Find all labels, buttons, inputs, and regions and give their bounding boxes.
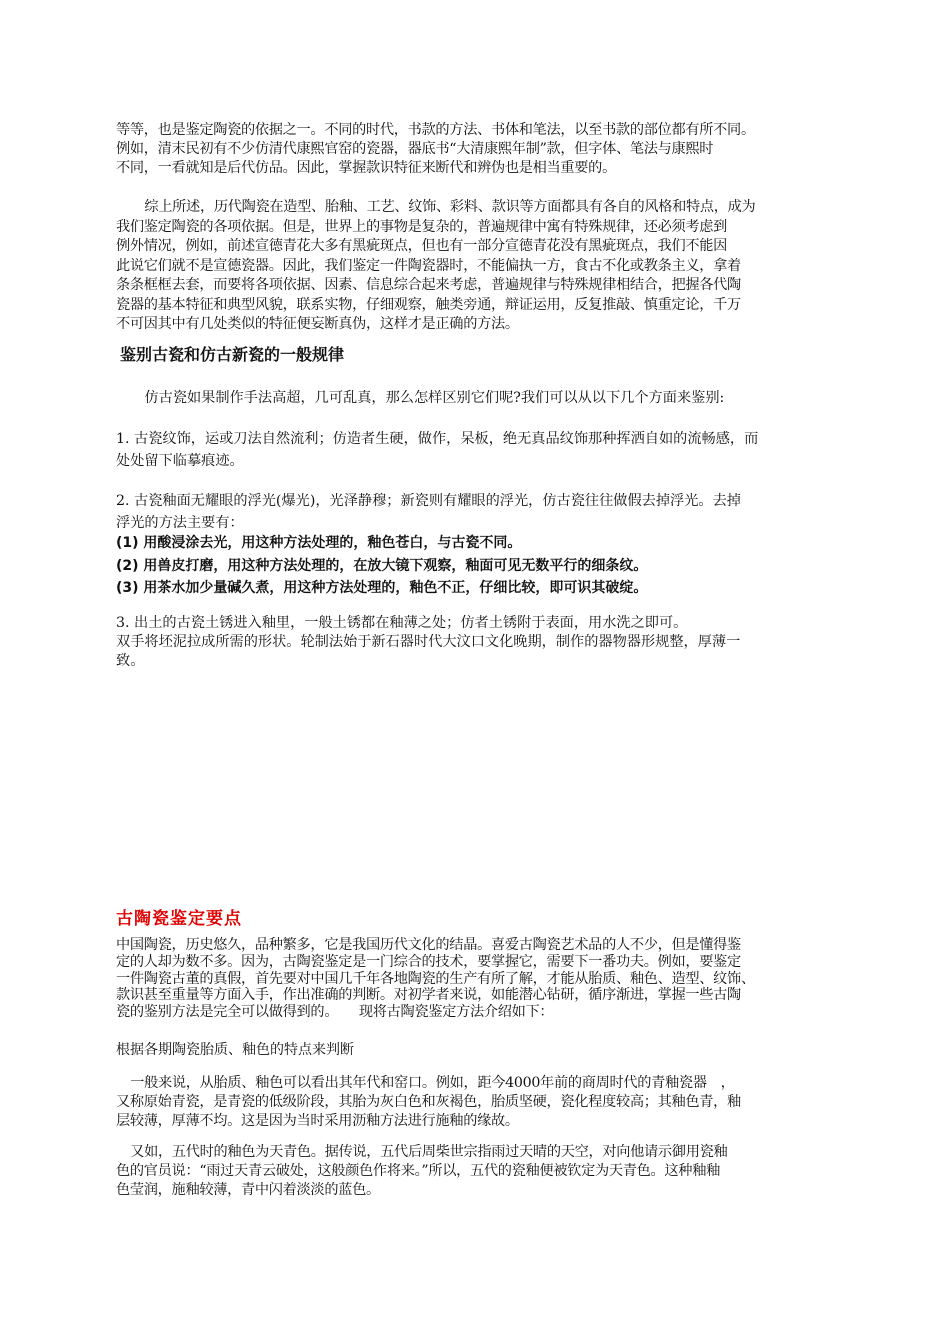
text-line: 瓷器的基本特征和典型风貌，联系实物，仔细观察，触类旁通，辩证运用，反复推敲、慎重定论，千万: [116, 296, 741, 313]
text-line: 不可因其中有几处类似的特征便妄断真伪，这样才是正确的方法。: [116, 316, 519, 332]
paragraph-rule-2: [116, 490, 836, 534]
text-line: 处处留下临摹痕迹。: [116, 453, 244, 469]
text-line: 等等，也是鉴定陶瓷的依据之一。不同的时代，书款的方法、书体和笔法，以至书款的部位都有所不同。: [116, 122, 755, 138]
text-line: 1. 古瓷纹饰，运或刀法自然流利；仿造者生硬，做作，呆板，绝无真品纹饰那种挥洒自如的流畅感，而: [116, 431, 759, 447]
text-line: 又如，五代时的釉色为天青色。据传说，五代后周柴世宗指雨过天晴的天空，对向他请示御用瓷釉: [130, 1144, 728, 1160]
text-line: 层较薄，厚薄不均。这是因为当时采用沥釉方法进行施釉的缘故。: [116, 1113, 519, 1129]
text-line: 不同，一看就知是后代仿品。因此，掌握款识特征来断代和辨伪也是相当重要的。: [116, 160, 616, 176]
text-line: 一般来说，从胎质、釉色可以看出其年代和窑口。例如，距今4000年前的商周时代的青釉瓷器 ，: [130, 1075, 735, 1091]
text-line: 我们鉴定陶瓷的各项依据。但是，世界上的事物是复杂的，普遍规律中寓有特殊规律，还必须考虑到: [116, 218, 728, 235]
bold-method-list: [116, 532, 836, 600]
text-line: 中国陶瓷，历史悠久，品种繁多，它是我国历代文化的结晶。喜爱古陶瓷艺术品的人不少，但是懂得鉴: [116, 937, 741, 953]
list-item: (1) 用酸浸涂去光，用这种方法处理的，釉色苍白，与古瓷不同。: [116, 535, 522, 551]
text-line: 此说它们就不是宣德瓷器。因此，我们鉴定一件陶瓷器时，不能偏执一方，食古不化或教条主义，拿着: [116, 257, 741, 274]
text-line: 致。: [116, 653, 145, 669]
text-line: 色莹润，施釉较薄，青中闪着淡淡的蓝色。: [116, 1182, 380, 1198]
text-line: 双手将坯泥拉成所需的形状。轮制法始于新石器时代大汶口文化晚期，制作的器物器形规整，厚薄一: [116, 634, 741, 650]
text-line: 款识甚至重量等方面入手，作出准确的判断。对初学者来说，如能潜心钻研，循序渐进，掌握一些古陶: [116, 987, 741, 1004]
text-line: 综上所述，历代陶瓷在造型、胎釉、工艺、纹饰、彩料、款识等方面都具有各自的风格和特点，成为: [144, 199, 756, 215]
text-line: 又称原始青瓷，是青瓷的低级阶段，其胎为灰白色和灰褐色，胎质坚硬，瓷化程度较高；其釉色青，釉: [116, 1094, 741, 1110]
list-item: (3) 用茶水加少量碱久煮，用这种方法处理的，釉色不正，仔细比较，即可识其破绽。: [116, 580, 648, 596]
list-item: (2) 用兽皮打磨，用这种方法处理的，在放大镜下观察，釉面可见无数平行的细条纹。: [116, 557, 648, 574]
section-heading-key-points: 古陶瓷鉴定要点: [116, 909, 242, 929]
text-line: 色的官员说：“雨过天青云破处，这般颜色作将来。”所以，五代的瓷釉便被钦定为天青色。这种釉釉: [116, 1163, 720, 1179]
paragraph-rule-3: [116, 614, 836, 671]
paragraph-five-dynasties-glaze: [116, 1143, 836, 1200]
text-line: 瓷的鉴别方法是完全可以做得到的。 现将古陶瓷鉴定方法介绍如下：: [116, 1004, 554, 1021]
text-line: 条条框框去套，而要将各项依据、因素、信息综合起来考虑，普遍规律与特殊规律相结合，把握各代陶: [116, 277, 741, 293]
text-line: 浮光的方法主要有：: [116, 515, 244, 531]
paragraph-shang-zhou-glaze: [116, 1074, 836, 1131]
paragraph-summary: [116, 198, 836, 335]
paragraph-rule-1: [116, 428, 836, 472]
text-line: 例如，清末民初有不少仿清代康熙官窑的瓷器，器底书“大清康熙年制”款，但字体、笔法与康熙时: [116, 141, 714, 157]
text-line: 例外情况，例如，前述宣德青花大多有黑疵斑点，但也有一部分宣德青花没有黑疵斑点，我们不能因: [116, 238, 728, 254]
paragraph-key-points-intro: [116, 937, 836, 1021]
subheading-body-glaze: 根据各期陶瓷胎质、釉色的特点来判断: [116, 1042, 354, 1058]
section-heading-general-rules: 鉴别古瓷和仿古新瓷的一般规律: [120, 345, 345, 364]
text-line: 定的人却为数不多。因为，古陶瓷鉴定是一门综合的技术，要掌握它，需要下一番功夫。例如，要鉴定: [116, 953, 741, 970]
text-line: 3. 出土的古瓷土锈进入釉里，一般土锈都在釉薄之处；仿者土锈附于表面，用水洗之即可。: [116, 615, 688, 631]
paragraph-rules-intro: 仿古瓷如果制作手法高超，几可乱真，那么怎样区别它们呢?我们可以从以下几个方面来鉴别:: [144, 390, 725, 406]
text-line: 一件陶瓷古董的真假，首先要对中国几千年各地陶瓷的生产有所了解，才能从胎质、釉色、造型、纹饰、: [116, 970, 755, 987]
text-line: 2. 古瓷釉面无耀眼的浮光(爆光)，光泽静穆；新瓷则有耀眼的浮光，仿古瓷往往做假去掉浮光。去掉: [116, 493, 741, 509]
paragraph-inscription-intro: [116, 121, 836, 178]
